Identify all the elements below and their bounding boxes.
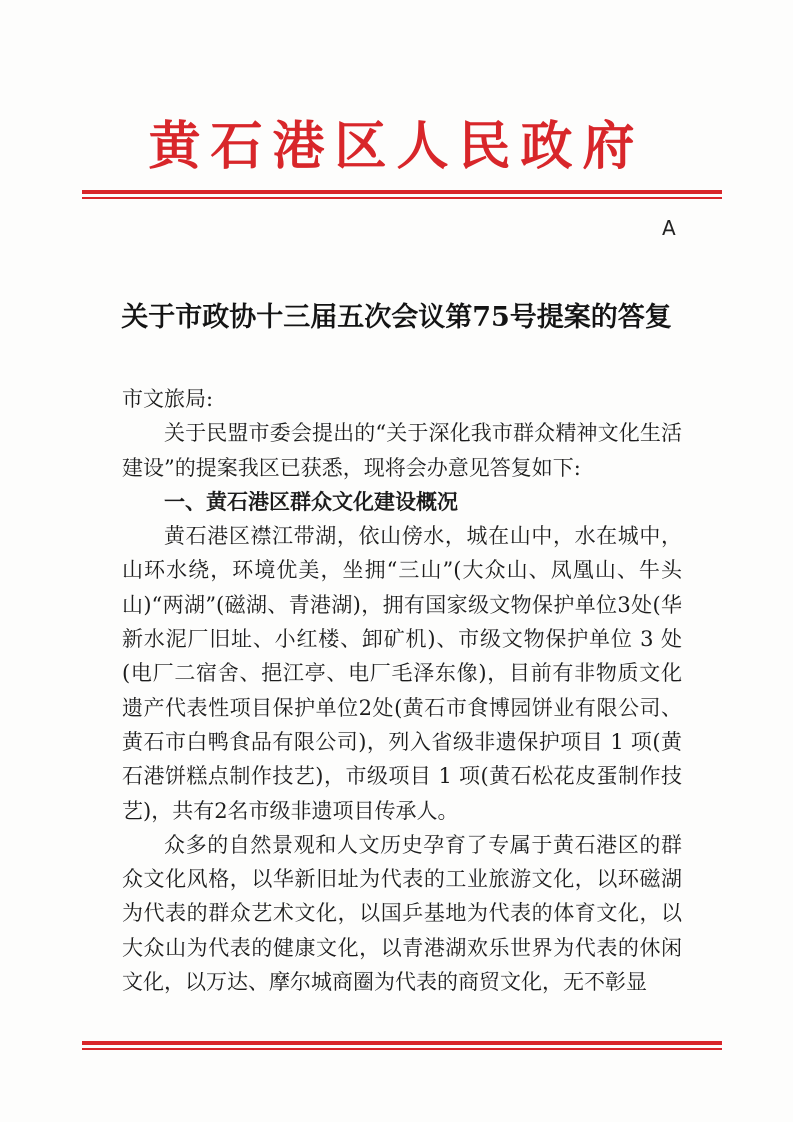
footer-rule-thick	[82, 1041, 722, 1045]
section-heading: 一、黄石港区群众文化建设概况	[164, 488, 458, 514]
body-paragraph-2: 众多的自然景观和人文历史孕育了专属于黄石港区的群众文化风格，以华新旧址为代表的工业旅游文化，以环磁湖为代表的群众艺术文化，以国乒基地为代表的体育文化，以大众山为代表的健康文化，以青港湖欢乐世界为代表的休闲文化，以万达、摩尔城商圈为代表的商贸文化，无不彰显	[122, 832, 682, 995]
classification-mark: A	[662, 216, 676, 240]
document-body	[122, 382, 682, 999]
letterhead-rule-thin	[82, 197, 722, 199]
addressee: 市文旅局:	[122, 387, 214, 411]
document-title: 关于市政协十三届五次会议第75号提案的答复	[121, 302, 672, 333]
letterhead-rule-thick	[82, 190, 722, 194]
intro-paragraph: 关于民盟市委会提出的“关于深化我市群众精神文化生活建设”的提案我区已获悉，现将会办意见答复如下:	[122, 421, 682, 480]
footer-rule-thin	[82, 1048, 722, 1050]
body-paragraph-1: 黄石港区襟江带湖，依山傍水，城在山中，水在城中，山环水绕，环境优美，坐拥“三山”(大众山、凤凰山、牛头山)“两湖”(磁湖、青港湖)，拥有国家级文物保护单位3处(华新水泥厂旧址、小红楼、卸矿机)、市级文物保护单位 3 处(电厂二宿舍、挹江亭、电厂毛泽东像)，目前有非物质文化遗产代表性项目保护单位2处(黄石市食博园饼业有限公司、黄石市白鸭食品有限公司)，列入省级非遗保护项目 1 项(黄石港饼糕点制作技艺)，市级项目 1 项(黄石松花皮蛋制作技艺)，共有2名市级非遗项目传承人。	[122, 524, 682, 823]
letterhead-title: 黄石港区人民政府	[148, 116, 645, 177]
